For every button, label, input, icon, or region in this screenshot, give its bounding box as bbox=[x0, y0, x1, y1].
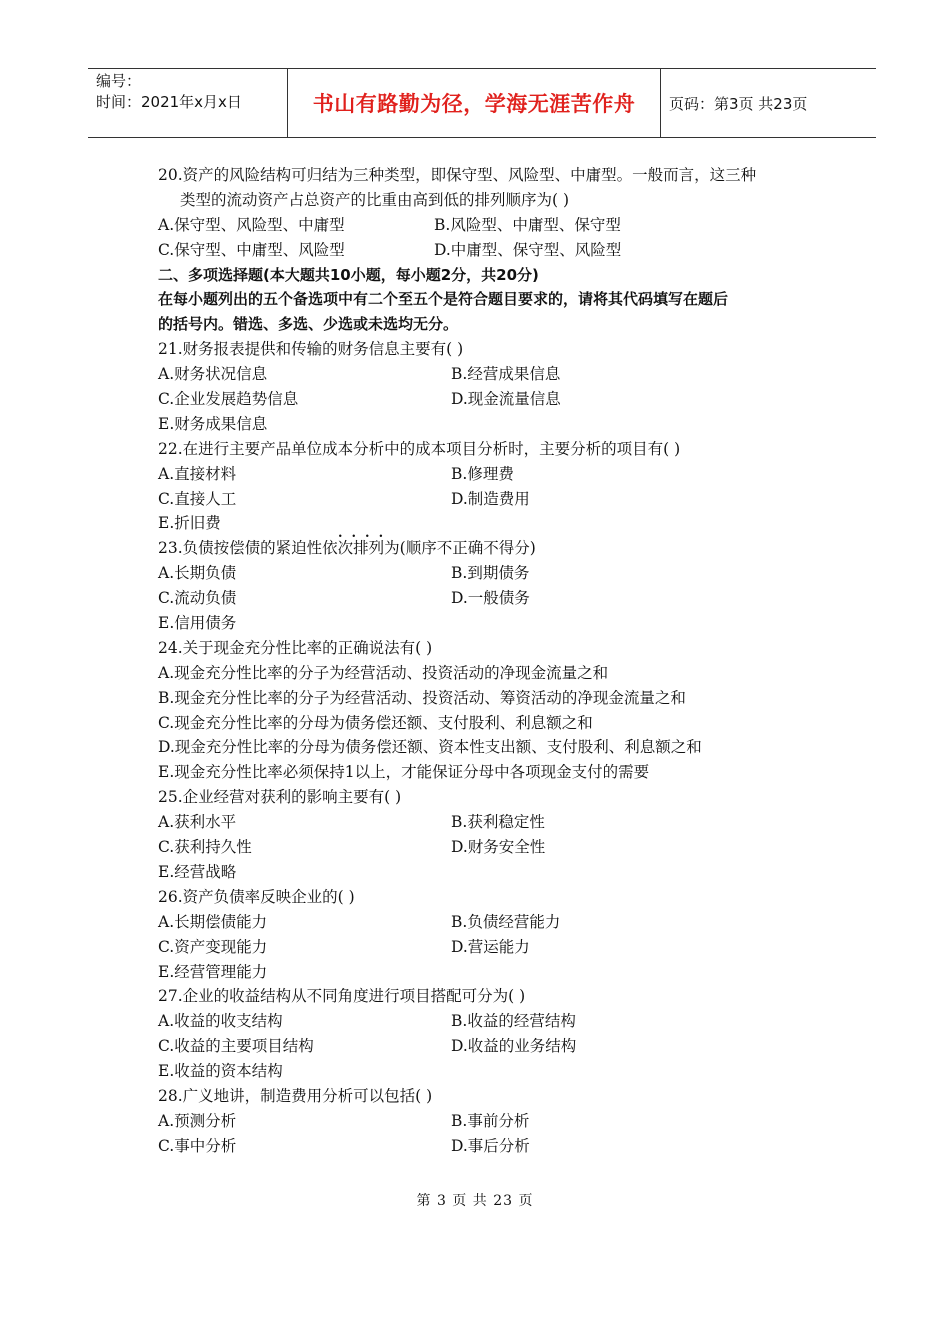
time-label: 时间：2021年x月x日 bbox=[96, 93, 242, 111]
option-c: C.企业发展趋势信息 bbox=[158, 390, 299, 409]
question-20-stem-line1: 20.资产的风险结构可归结为三种类型，即保守型、风险型、中庸型。一般而言，这三种 bbox=[158, 166, 757, 184]
header-page-info: 页码：第3页 共23页 bbox=[669, 94, 808, 113]
option-c: C.收益的主要项目结构 bbox=[158, 1037, 314, 1056]
question-25-stem: 25.企业经营对获利的影响主要有( ) bbox=[158, 788, 402, 807]
option-c: C.事中分析 bbox=[158, 1136, 237, 1155]
emphasis-dots: .... bbox=[338, 526, 393, 541]
question-21-options-cd bbox=[158, 387, 818, 412]
option-c: C.直接人工 bbox=[158, 489, 237, 508]
motto-text: 书山有路勤为径，学海无涯苦作舟 bbox=[312, 92, 636, 116]
option-d: D.营运能力 bbox=[451, 937, 530, 956]
option-d: D.中庸型、保守型、风险型 bbox=[434, 240, 622, 259]
question-25-options-cd bbox=[158, 835, 818, 860]
question-22-option-e: E.折旧费 bbox=[158, 514, 221, 533]
question-24-option-e: E.现金充分性比率必须保持1以上，才能保证分母中各项现金支付的需要 bbox=[158, 763, 650, 782]
question-27-stem: 27.企业的收益结构从不同角度进行项目搭配可分为( ) bbox=[158, 987, 526, 1006]
question-26-stem: 26.资产负债率反映企业的( ) bbox=[158, 887, 355, 906]
option-c: C.流动负债 bbox=[158, 589, 237, 608]
question-28-options-ab bbox=[158, 1109, 818, 1134]
option-a: A.长期负债 bbox=[158, 564, 237, 583]
option-d: D.一般债务 bbox=[451, 589, 530, 608]
question-23-options-cd bbox=[158, 586, 818, 611]
option-c: C.资产变现能力 bbox=[158, 937, 268, 956]
option-b: B.到期债务 bbox=[451, 564, 530, 583]
question-27-options-ab bbox=[158, 1009, 818, 1034]
option-d: D.事后分析 bbox=[451, 1136, 530, 1155]
option-b: B.风险型、中庸型、保守型 bbox=[434, 215, 621, 234]
question-27-options-cd bbox=[158, 1034, 818, 1059]
question-23-options-ab bbox=[158, 561, 818, 586]
page-footer: 第 3 页 共 23 页 bbox=[416, 1193, 534, 1209]
question-26-options-ab bbox=[158, 910, 818, 935]
option-b: B.经营成果信息 bbox=[451, 365, 561, 384]
question-21-options-ab bbox=[158, 362, 818, 387]
section-2-instruction-line1: 在每小题列出的五个备选项中有二个至五个是符合题目要求的，请将其代码填写在题后 bbox=[158, 290, 729, 309]
option-b: B.收益的经营结构 bbox=[451, 1012, 576, 1031]
question-28-options-cd bbox=[158, 1134, 818, 1159]
question-22-stem: 22.在进行主要产品单位成本分析中的成本项目分析时，主要分析的项目有( ) bbox=[158, 439, 681, 458]
question-23-option-e: E.信用债务 bbox=[158, 614, 237, 633]
question-25-option-e: E.经营战略 bbox=[158, 862, 237, 881]
question-24-option-d: D.现金充分性比率的分母为债务偿还额、资本性支出额、支付股利、利息额之和 bbox=[158, 738, 702, 757]
question-22-options-ab bbox=[158, 462, 818, 487]
section-2-instruction-line2: 的括号内。错选、多选、少选或未选均无分。 bbox=[158, 315, 459, 334]
option-a: A.预测分析 bbox=[158, 1111, 237, 1130]
section-2-title: 二、多项选择题(本大题共10小题，每小题2分，共20分) bbox=[158, 265, 539, 284]
option-a: A.收益的收支结构 bbox=[158, 1012, 283, 1031]
option-c: C.获利持久性 bbox=[158, 838, 252, 857]
option-d: D.现金流量信息 bbox=[451, 390, 561, 409]
question-22-options-cd bbox=[158, 487, 818, 512]
question-28-stem: 28.广义地讲，制造费用分析可以包括( ) bbox=[158, 1086, 433, 1105]
option-d: D.财务安全性 bbox=[451, 838, 546, 857]
question-24-option-c: C.现金充分性比率的分母为债务偿还额、支付股利、利息额之和 bbox=[158, 713, 593, 732]
option-c: C.保守型、中庸型、风险型 bbox=[158, 240, 345, 259]
option-b: B.修理费 bbox=[451, 464, 514, 483]
question-24-stem: 24.关于现金充分性比率的正确说法有( ) bbox=[158, 638, 433, 657]
question-20-stem-line2: 类型的流动资产占总资产的比重由高到低的排列顺序为( ) bbox=[180, 190, 570, 209]
page-header bbox=[88, 68, 876, 138]
question-20-options-cd bbox=[158, 238, 818, 263]
option-b: B.负债经营能力 bbox=[451, 912, 561, 931]
question-23-stem: 23.负债按偿债的紧迫性依次排列为(顺序不正确不得分) bbox=[158, 539, 536, 558]
question-21-stem: 21.财务报表提供和传输的财务信息主要有( ) bbox=[158, 340, 464, 359]
question-26-options-cd bbox=[158, 935, 818, 960]
exam-content bbox=[158, 163, 818, 1159]
option-a: A.财务状况信息 bbox=[158, 365, 268, 384]
number-label: 编号： bbox=[96, 72, 142, 90]
question-27-option-e: E.收益的资本结构 bbox=[158, 1062, 283, 1081]
question-24-option-a: A.现金充分性比率的分子为经营活动、投资活动的净现金流量之和 bbox=[158, 663, 609, 682]
option-a: A.直接材料 bbox=[158, 464, 237, 483]
option-a: A.保守型、风险型、中庸型 bbox=[158, 215, 345, 234]
question-25-options-ab bbox=[158, 810, 818, 835]
option-a: A.获利水平 bbox=[158, 813, 237, 832]
option-b: B.事前分析 bbox=[451, 1111, 530, 1130]
option-b: B.获利稳定性 bbox=[451, 813, 545, 832]
header-motto-cell bbox=[288, 69, 661, 137]
question-24-option-b: B.现金充分性比率的分子为经营活动、投资活动、筹资活动的净现金流量之和 bbox=[158, 688, 686, 707]
option-d: D.制造费用 bbox=[451, 489, 530, 508]
option-a: A.长期偿债能力 bbox=[158, 912, 268, 931]
question-26-option-e: E.经营管理能力 bbox=[158, 962, 268, 981]
question-20-options-ab bbox=[158, 213, 818, 238]
option-d: D.收益的业务结构 bbox=[451, 1037, 577, 1056]
header-left-cell bbox=[88, 69, 288, 137]
question-21-option-e: E.财务成果信息 bbox=[158, 414, 268, 433]
